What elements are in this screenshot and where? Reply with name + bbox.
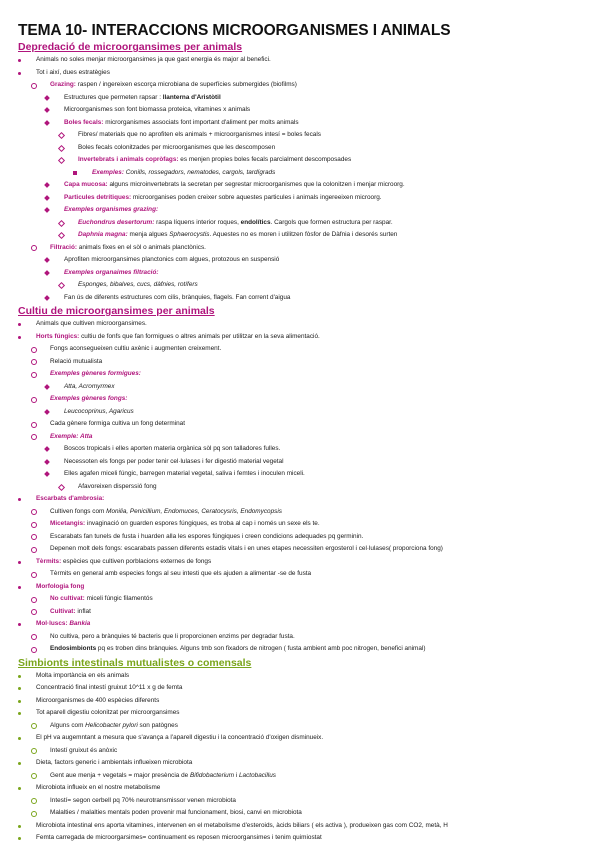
list-item: Depenen molt dels fongs: escarabats passen diferents estadis vitals i en unes etapes necessiten ergosterol i cel·lulases( proporciona fong) [18, 543, 600, 556]
section-heading-cultiu: Cultiu de microorgansimes per animals [18, 305, 215, 317]
list-item: Exemple: Atta [18, 431, 600, 444]
list-item: Microbiota intestinal ens aporta vitamines, intervenen en el metabolisme d'esteroids, àcids biliars ( els activa ), produeixen gas com CO2, metà, H [18, 820, 600, 833]
bullet-square-icon [73, 171, 77, 175]
list-item: Escarabats fan tunels de fusta i huarden alla les espores fúngiques i creen condicions adequades pq germinin. [18, 531, 600, 544]
bullet-diamond-icon [44, 459, 50, 465]
bullet-dot-icon [18, 700, 21, 703]
bullet-diamond-icon [44, 384, 50, 390]
bullet-dot-icon [18, 737, 21, 740]
list-item: Fan ús de diferents estructures com cilis, brànquies, flagels. Fan corrent d'aigua [18, 292, 600, 305]
bullet-circle-icon [31, 634, 37, 640]
bullet-dot-icon [18, 675, 21, 678]
list-item: Esponges, bibalves, cucs, dàfnies, rotífers [18, 279, 600, 292]
bullet-circle-icon [31, 522, 37, 528]
list-item: Intestí gruixut és anòxic [18, 745, 600, 758]
bullet-dot-icon [18, 787, 21, 790]
bullet-circle-icon [31, 397, 37, 403]
bullet-dot-icon [18, 712, 21, 715]
list-item: Femta carregada de microorgarsimes= continuament es reposen microorgansimes i tenim quimiostat [18, 832, 600, 845]
document-title: TEMA 10- INTERACCIONS MICROORGANISMES I ANIMALS [18, 22, 451, 39]
list-item: Cada gènere formiga cultiva un fong determinat [18, 418, 600, 431]
list-item: Estructures que permeten rapsar : llanterna d'Aristòtil [18, 92, 600, 105]
bullet-circle-icon [31, 647, 37, 653]
list-item: Invertebrats i animals copròfags: es menjen propies boles fecals parcialment descomposades [18, 154, 600, 167]
bullet-circle-icon [31, 811, 37, 817]
section-heading-simbionts: Simbionts intestinals mutualistes o comensals [18, 656, 252, 669]
bullet-circle-icon [31, 347, 37, 353]
list-item: Tèrmits en general amb especies fongs al seu intesti que els ajuden a alimentar -se de fusta [18, 568, 600, 581]
list-item: Boles fecals colonitzades per microorganismes que les descomposen [18, 142, 600, 155]
bullet-diamond-icon [44, 471, 50, 477]
bullet-circle-icon [31, 609, 37, 615]
bullet-circle-icon [31, 773, 37, 779]
bullet-outline-diamond-icon [58, 219, 65, 226]
bullet-dot-icon [18, 498, 21, 501]
list-item: Leucocoprinus, Agaricus [18, 406, 600, 419]
bullet-dot-icon [18, 762, 21, 765]
bullet-diamond-icon [44, 409, 50, 415]
list-item: Filtració: animals fixes en el sòl o animals planctònics. [18, 242, 600, 255]
list-item: Exemples gèneres fongs: [18, 393, 600, 406]
bullet-circle-icon [31, 359, 37, 365]
list-item: Cultiven fongs com Monilia, Penicillium, Endomuces, Ceratocysris, Endomycopsis [18, 506, 600, 519]
list-item: Necessoten els fongs per poder tenir cel·lulases i fer digestió material vegetal [18, 456, 600, 469]
list-item: Grazing: raspen / ingereixen escorça microbiana de superfícies submergides (biofilms) [18, 79, 600, 92]
list-item: Dieta, factors generic i ambientals influeixen microbiota [18, 757, 600, 770]
bullet-diamond-icon [44, 257, 50, 263]
bullet-outline-diamond-icon [58, 157, 65, 164]
list-item: Microorganismes de 400 espècies diferents [18, 695, 600, 708]
list-item: Exemples gèneres formigues: [18, 368, 600, 381]
list-item: Fongs aconsegueixen cultiu axènic i augmenten creixement. [18, 343, 600, 356]
list-item: Malalties / malalties mentals poden provenir mal funcionament, biosi, canvi en microbiota [18, 807, 600, 820]
list-item: Morfologia fong [18, 581, 600, 594]
bullet-circle-icon [31, 434, 37, 440]
bullet-circle-icon [31, 422, 37, 428]
bullet-dot-icon [18, 586, 21, 589]
bullet-dot-icon [18, 687, 21, 690]
section-list-depredacio [18, 54, 600, 304]
section-heading-depredacio: Depredació de microorgansimes per animals [18, 41, 243, 53]
bullet-diamond-icon [44, 107, 50, 113]
bullet-circle-icon [31, 748, 37, 754]
list-item: Alguns com Helicobacter pylori son patògnes [18, 720, 600, 733]
list-item: Cultivat: inflat [18, 606, 600, 619]
bullet-dot-icon [18, 72, 21, 75]
list-item: Gent aue menja + vegetals = major presència de Bifidobacterium i Lactobacillus [18, 770, 600, 783]
bullet-dot-icon [18, 59, 21, 62]
list-item: No cultivat: miceli fúngic filamentós [18, 593, 600, 606]
list-item: Intestí= segon cerbell pq 70% neurotransmissor venen microbiota [18, 795, 600, 808]
list-item: Relació mutualista [18, 356, 600, 369]
list-item: Microbiota influeix en el nostre metabolisme [18, 782, 600, 795]
bullet-outline-diamond-icon [58, 483, 65, 490]
bullet-circle-icon [31, 572, 37, 578]
list-item: Mol·luscs: Bankia [18, 618, 600, 631]
list-item: Animals que cultiven microorgansimes. [18, 318, 600, 331]
list-item: El pH va augemntant a mesura que s'avança a l'aparell digestiu i la concentració d'oxigen disminueix. [18, 732, 600, 745]
bullet-outline-diamond-icon [58, 232, 65, 239]
list-item: Particules detrítiques: microorganises poden creixer sobre aquestes particules i animals ingereeixen microorg. [18, 192, 600, 205]
section-list-cultiu [18, 318, 600, 656]
list-item: Boles fecals: microrganismes associats font important d'aliment per molts animals [18, 117, 600, 130]
section-list-simbionts [18, 670, 600, 845]
bullet-circle-icon [31, 547, 37, 553]
list-item: Exemples organismes grazing: [18, 204, 600, 217]
bullet-dot-icon [18, 323, 21, 326]
list-item: Endosimbionts pq es troben dins brànquies. Alguns tmb son fixadors de nitrogen ( fusta ambient amb poc nitrogen, benefici animal) [18, 643, 600, 656]
list-item: Elles agafen miceli fúngic, barregen material vegetal, saliva i femtes i inoculen miceli. [18, 468, 600, 481]
bullet-diamond-icon [44, 270, 50, 276]
list-item: Tot aparell digestiu colonitzat per microorgansimes [18, 707, 600, 720]
list-item: Horts fúngics: cultiu de fonfs que fan formigues o altres animals per utilitzar en la seva alimentació. [18, 331, 600, 344]
list-item: Afavoreixen disperssió fong [18, 481, 600, 494]
bullet-dot-icon [18, 825, 21, 828]
list-item: Exemples organaimes filtració: [18, 267, 600, 280]
bullet-circle-icon [31, 798, 37, 804]
list-item: Concentració final intestí gruixut 10^11 x g de femta [18, 682, 600, 695]
bullet-circle-icon [31, 509, 37, 515]
list-item: Tèrmits: espècies que cultiven porblacions externes de fongs [18, 556, 600, 569]
bullet-dot-icon [18, 561, 21, 564]
bullet-outline-diamond-icon [58, 282, 65, 289]
list-item: Micetangis: invaginació on guarden espores fúngiques, es troba al cap i només un sexe els te. [18, 518, 600, 531]
bullet-circle-icon [31, 245, 37, 251]
list-item: Escarbats d'ambrosia: [18, 493, 600, 506]
bullet-dot-icon [18, 623, 21, 626]
bullet-circle-icon [31, 597, 37, 603]
list-item: Molta importància en els animals [18, 670, 600, 683]
list-item: Exemples: Conills, rossegadors, nematodes, cargols, tardígrads [18, 167, 600, 180]
list-item: Aprofiten microorgansimes planctonics com algues, protozous en suspensió [18, 254, 600, 267]
list-item: Euchondrus desertorum: raspa líquens interior roques, endolítics. Cargols que formen estructura per raspar. [18, 217, 600, 230]
list-item: Atta, Acromyrmex [18, 381, 600, 394]
bullet-circle-icon [31, 83, 37, 89]
list-item: Microorganismes son font biomassa proteica, vitamines x animals [18, 104, 600, 117]
bullet-diamond-icon [44, 195, 50, 201]
list-item: Fibres/ materials que no aprofiten els animals + microorganismes intesí = boles fecals [18, 129, 600, 142]
bullet-diamond-icon [44, 295, 50, 301]
bullet-diamond-icon [44, 95, 50, 101]
bullet-diamond-icon [44, 120, 50, 126]
bullet-dot-icon [18, 336, 21, 339]
list-item: Tot i així, dues estratègies [18, 67, 600, 80]
bullet-diamond-icon [44, 446, 50, 452]
bullet-outline-diamond-icon [58, 132, 65, 139]
bullet-circle-icon [31, 723, 37, 729]
list-item: Animals no soles menjar microorgansimes ja que gast energia és major al benefici. [18, 54, 600, 67]
list-item: Daphnia magna: menja algues Sphaerocystis. Aquestes no es moren i utilitzen fòsfor de Dàfnia i desorés surten [18, 229, 600, 242]
bullet-circle-icon [31, 534, 37, 540]
bullet-circle-icon [31, 372, 37, 378]
bullet-dot-icon [18, 837, 21, 840]
bullet-outline-diamond-icon [58, 144, 65, 151]
bullet-diamond-icon [44, 182, 50, 188]
list-item: Boscos tropicals i elles aporten materia orgànica sòl pq son talladores fulles. [18, 443, 600, 456]
bullet-diamond-icon [44, 207, 50, 213]
list-item: Capa mucosa: alguns microinvertebrats la secretan per segrestar microorganismes que la colonitzen i menjar microorg. [18, 179, 600, 192]
list-item: No cultiva, pero a brànquies té bacteris que li proporcionen enzims per degradar fusta. [18, 631, 600, 644]
